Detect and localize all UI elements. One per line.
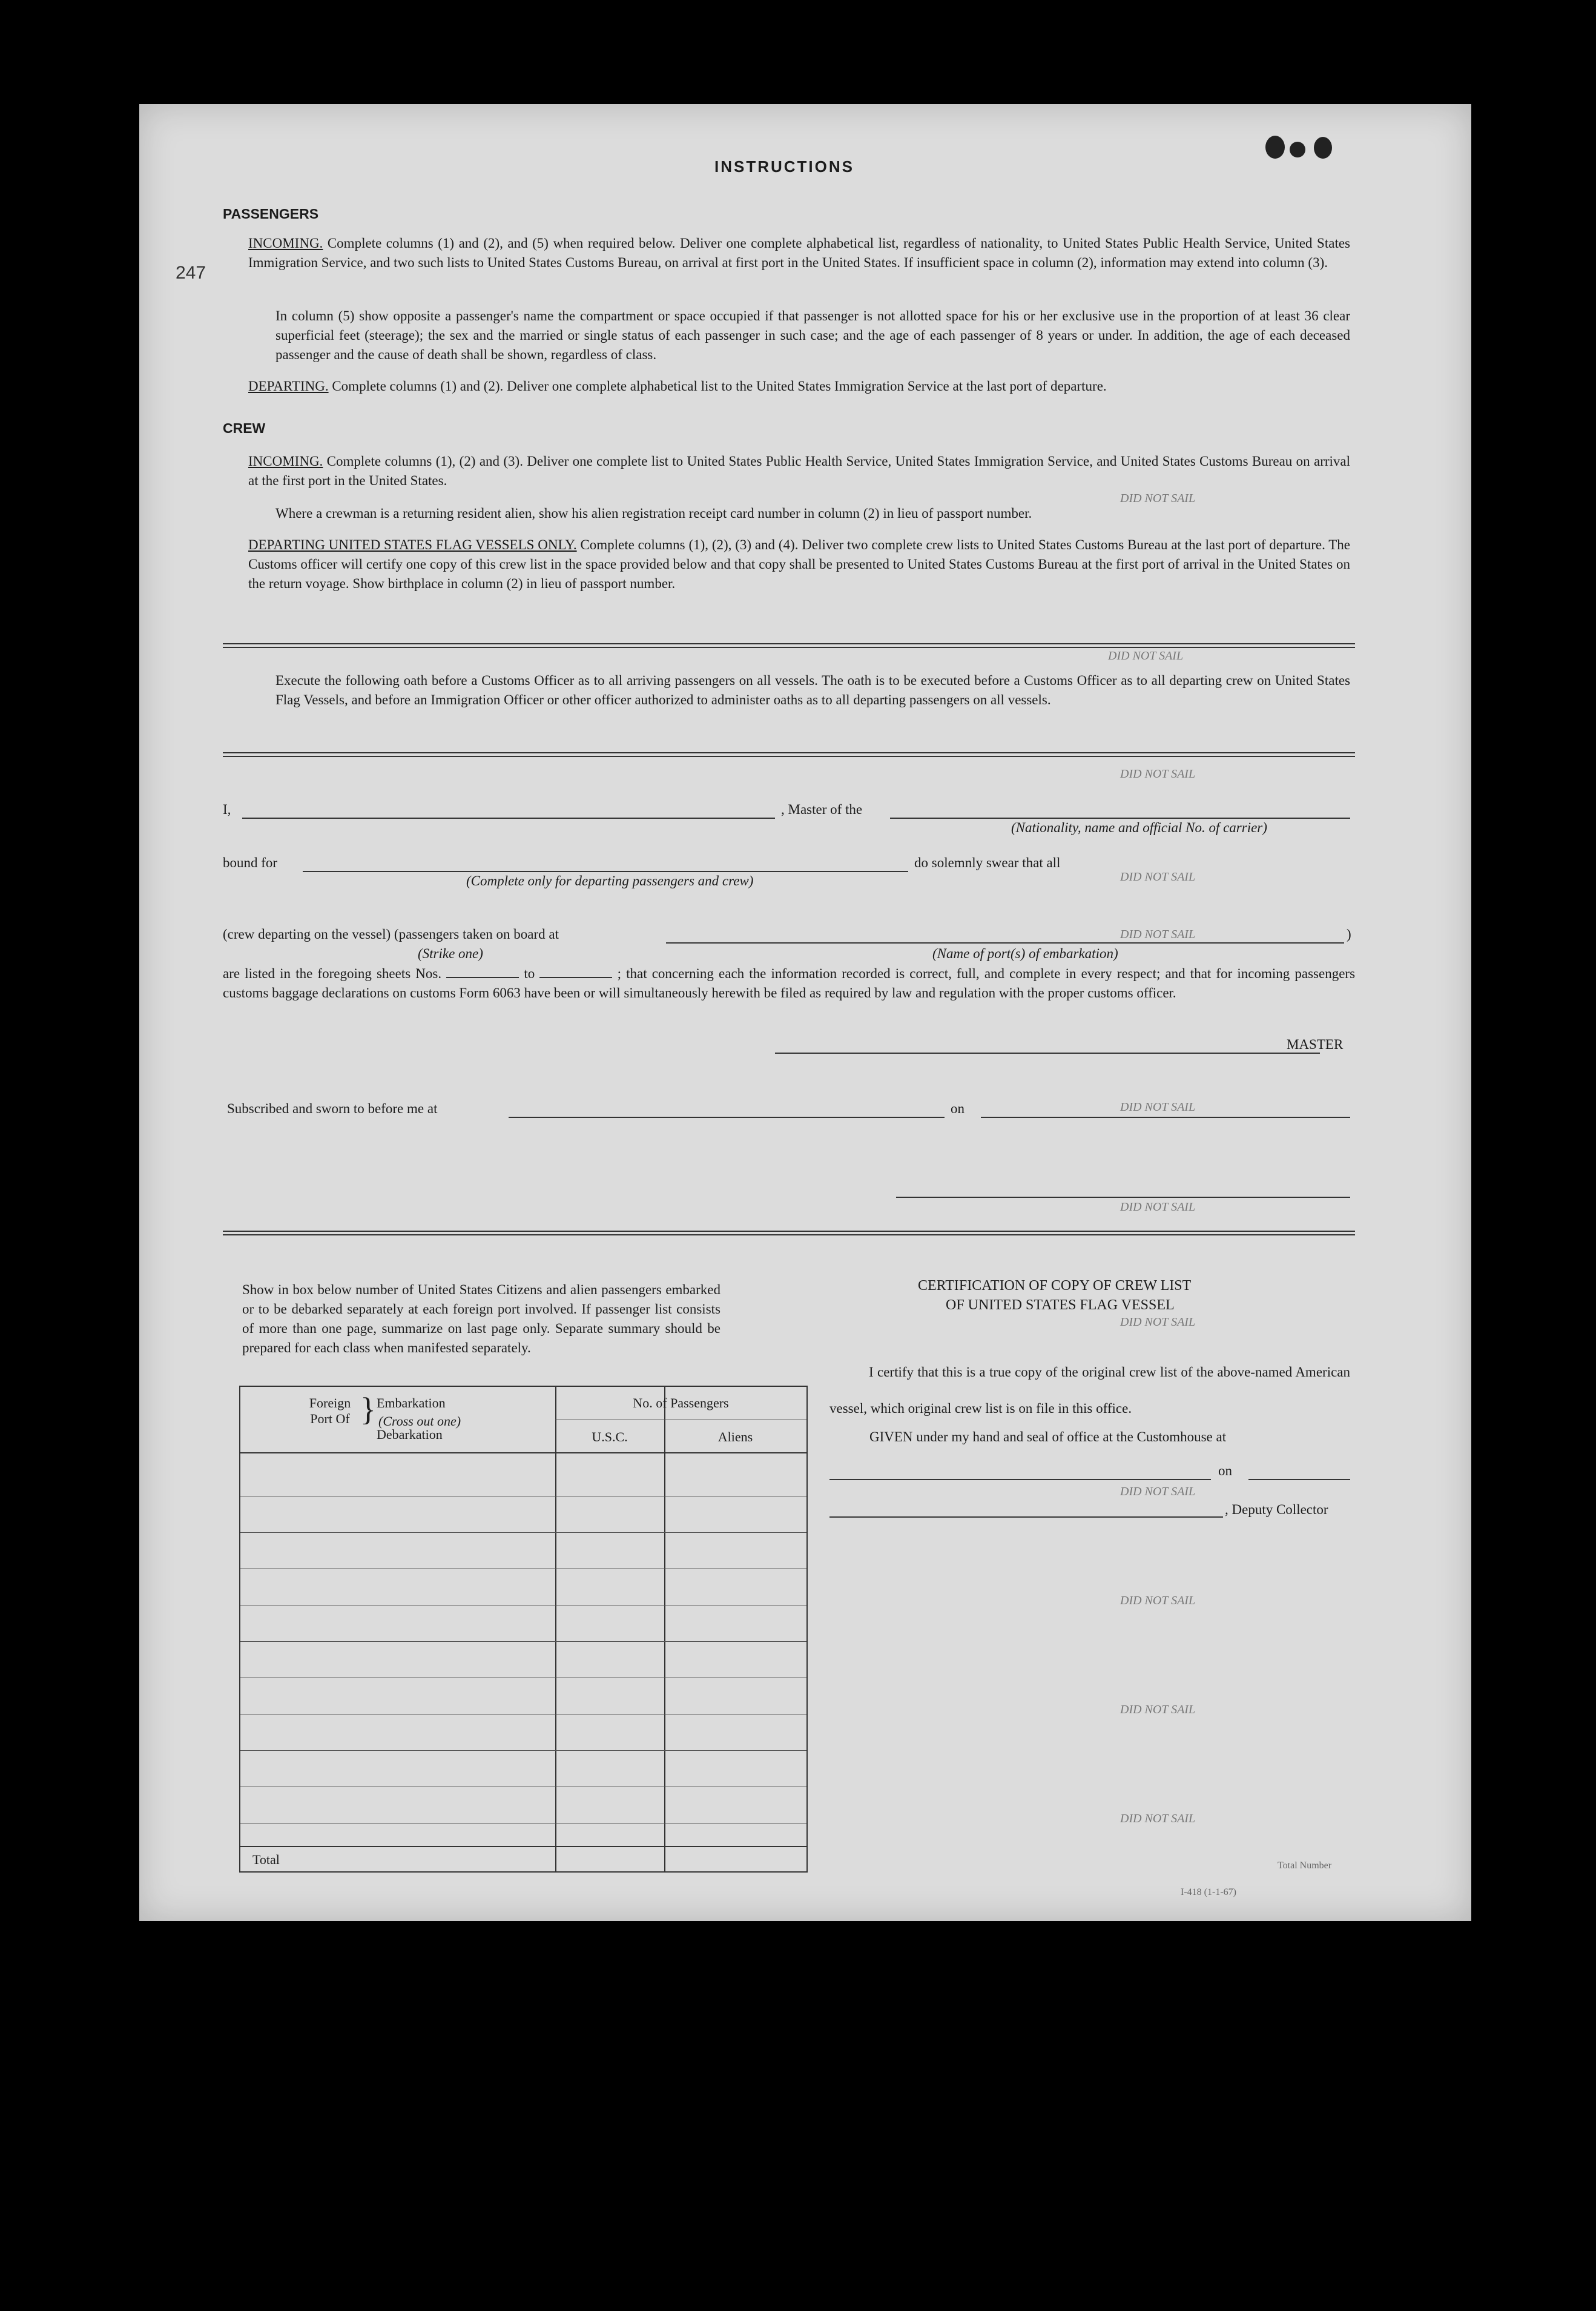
given-text: GIVEN under my hand and seal of office at the Customhouse at	[869, 1429, 1227, 1444]
crew-departing-flag-label: DEPARTING UNITED STATES FLAG VESSELS ONLY.	[248, 537, 577, 552]
departing-text: Complete columns (1) and (2). Deliver one complete alphabetical list to the United States Immigration Service at the last port of departure.	[332, 379, 1107, 394]
deputy-collector-label: , Deputy Collector	[1225, 1502, 1328, 1517]
margin-number: 247	[176, 263, 206, 283]
passengers-incoming	[248, 234, 1350, 273]
bleed-text: DID NOT SAIL	[1120, 1812, 1196, 1825]
crew-incoming-label: INCOMING.	[248, 454, 323, 469]
listed-text-a: are listed in the foregoing sheets Nos.	[223, 966, 442, 981]
divider	[223, 1231, 1355, 1235]
bleed-text: DID NOT SAIL	[1120, 767, 1196, 781]
table-col-divider	[555, 1387, 556, 1871]
bleed-text: DID NOT SAIL	[1120, 1485, 1196, 1498]
crew-heading: CREW	[223, 420, 266, 436]
carrier-caption: (Nationality, name and official No. of carrier)	[1011, 820, 1267, 835]
bleed-text: DID NOT SAIL	[1120, 1200, 1196, 1214]
embarkation-port-input-line[interactable]	[666, 942, 1344, 944]
col-foreign-port: Foreign Port Of	[309, 1395, 351, 1426]
bleed-text: DID NOT SAIL	[1120, 1703, 1196, 1716]
summary-instructions: Show in box below number of United States Citizens and alien passengers embarked or to be debarked separately at each foreign port involved. If passenger list consists of more than one page, summarize on last page only. Separate summary should be prepared for each class when manifested separately.	[242, 1282, 721, 1355]
table-total-divider	[240, 1846, 806, 1847]
master-label: MASTER	[1287, 1037, 1344, 1052]
form-number: I-418 (1-1-67)	[1181, 1887, 1236, 1897]
cert-on-label: on	[1218, 1463, 1232, 1478]
passengers-column5: In column (5) show opposite a passenger's name the compartment or space occupied if that passenger is not allotted space for his or her exclusive use in the proportion of at least 36 clear superficial feet (steerage); the sex and the married or single status of each passenger in such case; and the age of each passenger of 8 years or under. In addition, the age of each deceased passenger and the cause of death shall be shown, regardless of class.	[275, 308, 1350, 362]
punch-mark	[1265, 136, 1285, 159]
col-debarkation: Debarkation	[377, 1427, 443, 1442]
bleed-text: DID NOT SAIL	[1120, 1315, 1196, 1329]
col-no-passengers: No. of Passengers	[633, 1395, 729, 1410]
bleed-text: DID NOT SAIL	[1120, 1594, 1196, 1607]
strike-one-caption: (Strike one)	[418, 946, 483, 961]
cert-heading-2: OF UNITED STATES FLAG VESSEL	[946, 1297, 1175, 1313]
crew-incoming	[248, 452, 1350, 491]
crew-departing-flag-text: Complete columns (1), (2), (3) and (4). Deliver two complete crew lists to United States Customs Bureau at the last port of departure. The Customs officer will certify one copy of this crew list in the space provided below and that copy shall be presented to United States Customs Bureau at the first port of arrival in the United States on the return voyage. Show birthplace in column (2) in lieu of passport number.	[248, 537, 1351, 591]
cert-heading-1: CERTIFICATION OF COPY OF CREW LIST	[918, 1278, 1192, 1294]
table-col-divider	[664, 1387, 665, 1871]
incoming-label: INCOMING.	[248, 236, 323, 251]
ports-caption: (Name of port(s) of embarkation)	[932, 946, 1118, 961]
oath-intro: Execute the following oath before a Customs Officer as to all arriving passengers on all vessels. The oath is to be executed before a Customs Officer as to all departing crew on United States Flag Vessels, and before an Immigration Officer or other officer authorized to administer oaths as to all departing passengers on all vessels.	[275, 673, 1350, 707]
divider	[223, 643, 1355, 648]
listed-to: to	[524, 966, 535, 981]
document-page	[139, 104, 1471, 1921]
bound-caption: (Complete only for departing passengers and crew)	[466, 873, 754, 888]
master-of-label: , Master of the	[781, 802, 863, 817]
officer-signature-line[interactable]	[896, 1197, 1350, 1198]
sworn-on-label: on	[951, 1101, 965, 1116]
sworn-date-input-line[interactable]	[981, 1117, 1350, 1118]
crew-departing-flag	[248, 535, 1350, 593]
passengers-heading: PASSENGERS	[223, 206, 319, 222]
i-label: I,	[223, 802, 231, 817]
bound-for-input-line[interactable]	[303, 871, 908, 872]
table-row[interactable]	[240, 1750, 806, 1751]
sworn-place-input-line[interactable]	[509, 1117, 945, 1118]
col-cross-out: (Cross out one)	[378, 1413, 461, 1429]
sheet-to-blank[interactable]	[539, 965, 612, 978]
divider	[223, 752, 1355, 757]
deputy-signature-line[interactable]	[829, 1516, 1223, 1518]
sheet-from-blank[interactable]	[446, 965, 519, 978]
bleed-text: DID NOT SAIL	[1108, 649, 1184, 663]
table-row[interactable]	[240, 1532, 806, 1533]
listed-text-b: ; that concerning each the information recorded is correct, full, and complete in every respect; and that for incoming passengers customs baggage declarations on customs Form 6063 have been or will simultaneously herewith be filed as required by law and regulation with the proper customs officer.	[223, 966, 1356, 1000]
bleed-text: DID NOT SAIL	[1120, 928, 1196, 941]
col-aliens: Aliens	[717, 1429, 753, 1444]
page-title: INSTRUCTIONS	[714, 157, 854, 176]
name-input-line[interactable]	[242, 818, 775, 819]
bleed-text: DID NOT SAIL	[1120, 1100, 1196, 1114]
cert-text: I certify that this is a true copy of the original crew list of the above-named American vessel, which original crew list is on file in this office.	[829, 1364, 1350, 1416]
crew-resident: Where a crewman is a returning resident alien, show his alien registration receipt card number in column (2) in lieu of passport number.	[275, 506, 1032, 521]
col-usc: U.S.C.	[592, 1429, 628, 1444]
col-embarkation: Embarkation	[377, 1395, 446, 1410]
brace-glyph: }	[360, 1391, 376, 1427]
table-row[interactable]	[240, 1641, 806, 1642]
solemnly-swear-label: do solemnly swear that all	[914, 855, 1061, 870]
table-header-divider	[240, 1452, 806, 1453]
listed-statement	[223, 964, 1355, 1003]
punch-mark	[1314, 137, 1332, 159]
crew-incoming-text: Complete columns (1), (2) and (3). Deliver one complete list to United States Public Health Service, United States Immigration Service, and United States Customs Bureau on arrival at the first port in the United States.	[248, 454, 1351, 488]
punch-mark	[1290, 142, 1305, 157]
cert-date-input-line[interactable]	[1248, 1479, 1350, 1480]
close-paren: )	[1347, 927, 1351, 942]
incoming-text: Complete columns (1) and (2), and (5) when required below. Deliver one complete alphabetical list, regardless of nationality, to United States Public Health Service, United States Immigration Service, and two such lists to United States Customs Bureau, on arrival at first port in the United States. If insufficient space in column (2), information may extend into column (3).	[248, 236, 1351, 270]
passengers-departing	[248, 377, 1350, 396]
subscribed-label: Subscribed and sworn to before me at	[227, 1101, 438, 1116]
total-number-label: Total Number	[1278, 1860, 1332, 1871]
cert-place-input-line[interactable]	[829, 1479, 1211, 1480]
departing-label: DEPARTING.	[248, 379, 329, 394]
bound-for-label: bound for	[223, 855, 278, 870]
master-signature-line[interactable]	[775, 1053, 1320, 1054]
passenger-summary-table	[239, 1386, 808, 1873]
total-label: Total	[252, 1852, 280, 1867]
bleed-text: DID NOT SAIL	[1120, 870, 1196, 884]
crew-departing-label: (crew departing on the vessel) (passengers taken on board at	[223, 927, 559, 942]
bleed-text: DID NOT SAIL	[1120, 492, 1196, 505]
carrier-input-line[interactable]	[890, 818, 1350, 819]
